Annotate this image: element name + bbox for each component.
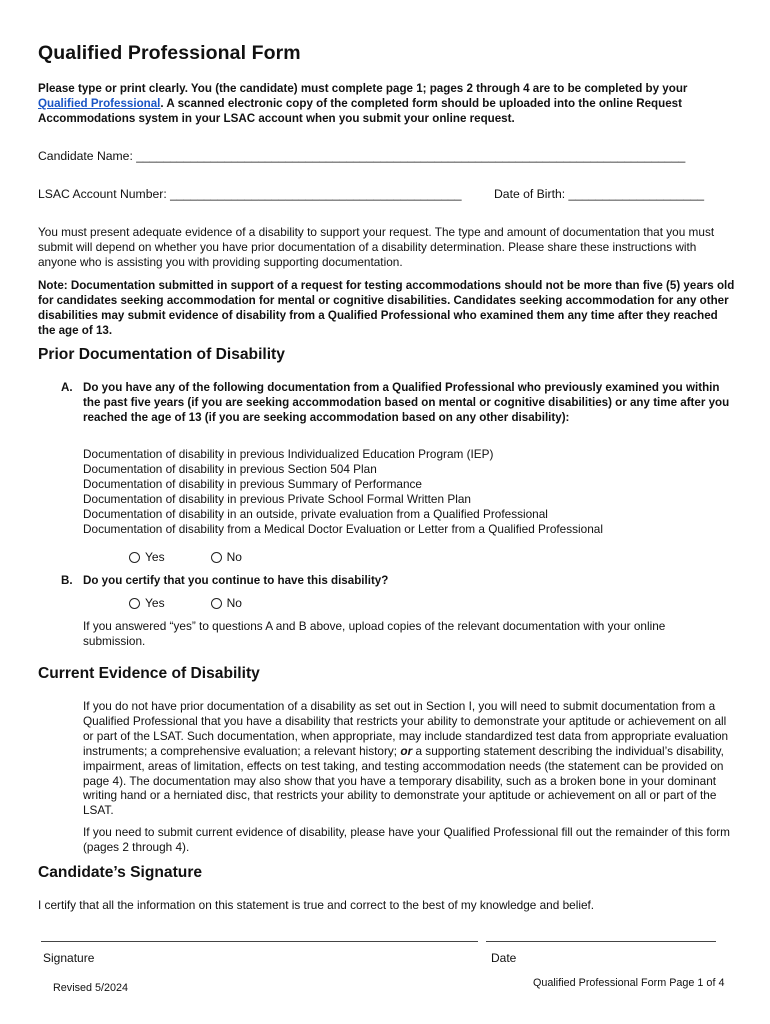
certification-statement: I certify that all the information on this statement is true and correct to the best of my knowledge and belief. xyxy=(38,898,595,912)
radio-button-icon[interactable] xyxy=(211,552,222,563)
intro-text-end: . A scanned electronic copy of the completed form should be uploaded into the online Request Accommodations system in your LSAC account when you submit your online request. xyxy=(38,97,682,125)
question-b-options xyxy=(129,596,288,610)
date-label: Date xyxy=(491,951,517,965)
radio-button-icon[interactable] xyxy=(129,598,140,609)
current-evidence-instructions: If you need to submit current evidence of disability, please have your Qualified Professional fill out the remainder of this form (pages 2 through 4). xyxy=(83,825,730,854)
signature-label: Signature xyxy=(43,951,95,965)
question-b-letter: B. xyxy=(61,574,73,587)
no-label: No xyxy=(226,596,242,610)
current-evidence-text-end: a supporting statement describing the individual’s disability, impairment, areas of limitation, effects on test taking, and testing accommodation needs (the statement can be provided on page 4). The documentation may also show that you have a temporary disability, such as a broken bone in your dominant writing hand or a herniated disc, that restricts your ability to demonstrate your aptitude or achievement on all or part of the LSAT. xyxy=(83,743,724,818)
list-item: Documentation of disability in previous Individualized Education Program (IEP) xyxy=(83,447,494,461)
question-a-letter: A. xyxy=(61,381,73,394)
intro-instructions xyxy=(38,81,738,126)
intro-text-start: Please type or print clearly. You (the candidate) must complete page 1; pages 2 through 4 are to be completed by your xyxy=(38,82,688,95)
radio-button-icon[interactable] xyxy=(211,598,222,609)
question-b-yes-option[interactable] xyxy=(129,596,165,610)
current-evidence-paragraph xyxy=(83,699,739,818)
signature-line[interactable] xyxy=(41,941,478,942)
question-b-text: Do you certify that you continue to have this disability? xyxy=(83,574,389,587)
date-line[interactable] xyxy=(486,941,716,942)
note-paragraph: Note: Documentation submitted in support of a request for testing accommodations should not be more than five (5) years old for candidates seeking accommodation for mental or cognitive disabilities. Candidates seeking accommodation for any other disabilities may submit evidence of disability from a Qualified Professional who examined them any time after they reached the age of 13. xyxy=(38,279,735,337)
current-evidence-heading: Current Evidence of Disability xyxy=(38,665,260,682)
no-label: No xyxy=(226,550,242,564)
emphasis-or: or xyxy=(400,743,413,758)
upload-note: If you answered “yes” to questions A and B above, upload copies of the relevant documentation with your online submission. xyxy=(83,619,666,648)
date-of-birth-field[interactable]: Date of Birth: ____________________ xyxy=(494,187,705,201)
revision-date: Revised 5/2024 xyxy=(53,982,129,994)
candidate-name-field[interactable]: Candidate Name: _________________________________________________________________________________ xyxy=(38,149,686,163)
question-a-options xyxy=(129,550,288,564)
list-item: Documentation of disability from a Medical Doctor Evaluation or Letter from a Qualified Professional xyxy=(83,521,603,536)
page-number: Qualified Professional Form Page 1 of 4 xyxy=(533,977,725,989)
list-item: Documentation of disability in previous Section 504 Plan xyxy=(83,461,377,476)
list-item: Documentation of disability in an outside, private evaluation from a Qualified Professional xyxy=(83,506,548,521)
yes-label: Yes xyxy=(145,596,165,610)
list-item: Documentation of disability in previous Summary of Performance xyxy=(83,476,422,491)
prior-documentation-heading: Prior Documentation of Disability xyxy=(38,346,285,363)
candidate-signature-heading: Candidate’s Signature xyxy=(38,864,203,881)
lsac-account-number-field[interactable]: LSAC Account Number: ___________________________________________ xyxy=(38,187,462,201)
qualified-professional-link[interactable]: Qualified Professional xyxy=(38,97,161,110)
question-a-text: Do you have any of the following documentation from a Qualified Professional who previously examined you within the past five years (if you are seeking accommodation based on mental or cognitive disabilities) or any time after you reached the age of 13 (if you are seeking accommodation based on any other disability): xyxy=(83,381,730,424)
list-item: Documentation of disability in previous Private School Formal Written Plan xyxy=(83,491,471,506)
question-a-no-option[interactable] xyxy=(211,550,242,564)
question-a-yes-option[interactable] xyxy=(129,550,165,564)
page-title: Qualified Professional Form xyxy=(38,42,301,64)
documentation-list xyxy=(83,447,603,536)
current-evidence-text-start: If you do not have prior documentation of a disability as set out in Section I, you will need to submit documentation from a Qualified Professional that you have a disability that restricts your ability to demonstrate your aptitude or achievement on all or part of the LSAT. Such documentation, when appropriate, may include standardized test data from appropriate evaluation instruments; a comprehensive evaluation; a relevant history; xyxy=(83,699,729,758)
yes-label: Yes xyxy=(145,550,165,564)
question-b-no-option[interactable] xyxy=(211,596,242,610)
radio-button-icon[interactable] xyxy=(129,552,140,563)
evidence-paragraph: You must present adequate evidence of a disability to support your request. The type and amount of documentation that you must submit will depend on whether you have prior documentation of a disability determination. Please share these instructions with anyone who is assisting you with providing supporting documentation. xyxy=(38,225,715,269)
